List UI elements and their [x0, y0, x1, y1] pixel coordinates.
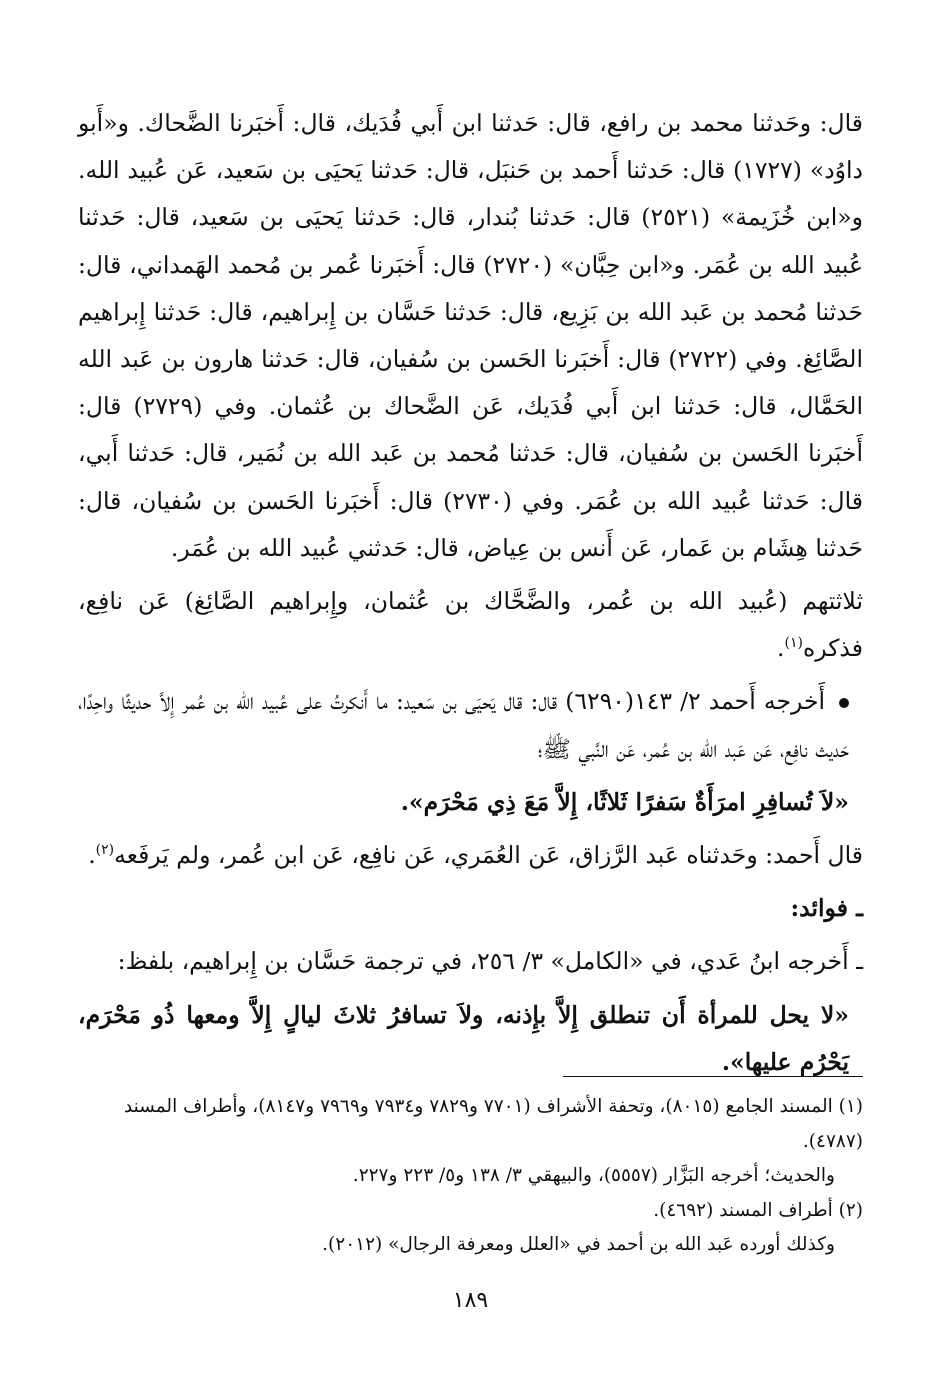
footnote-ref-2[interactable]: (٢): [95, 842, 115, 859]
summary-end: .: [777, 634, 785, 663]
ahmad-end: .: [88, 841, 96, 870]
footnote-divider: [563, 1076, 863, 1077]
benefits-heading: ـ فوائد:: [790, 894, 863, 923]
hadith-quote-paragraph: [78, 779, 863, 826]
hadith-intro: أَخرجه أَحمد ٢/ ١٤٣(٦٢٩٠) قال: قال يَحيَى بن سَعيد: ما أَنكرتُ على عُبيد الله بن عُمر إِلاَّ حديثًا واحِدًا، حَديث نافِع، عَن عَبد الله بن عُمر، عَن النَّبي ﷺ؛: [78, 687, 849, 763]
hadith-paragraph: [78, 678, 863, 772]
ahmad-text: قال أَحمد: وحَدثناه عَبد الرَّزاق، عَن العُمَري، عَن نافِع، عَن ابن عُمر، ولم يَرفَعه: [114, 841, 863, 870]
footnote-2-continuation: وكذلك أورده عَبد الله بن أحمد في «العلل ومعرفة الرجال» (٢٠١٢).: [322, 1234, 835, 1255]
benefits-quote: «لا يحل للمرأة أَن تنطلق إِلاَّ بإِذنه، ولاَ تسافرُ ثلاثَ ليالٍ إِلاَّ ومعها ذُو مَحْرَم، يَحْرُم عليها».: [78, 1000, 849, 1076]
footnote-2: (٢) أطراف المسند (٤٦٩٢).: [653, 1199, 863, 1221]
summary-paragraph: [78, 578, 863, 672]
summary-text: ثلاثتهم (عُبيد الله بن عُمر، والضَّحَّاك بن عُثمان، وإِبراهيم الصَّائِغ) عَن نافِع، فذكره: [78, 587, 863, 663]
footnote-1: (١) المسند الجامع (٨٠١٥)، وتحفة الأشراف (٧٧٠١ و٧٨٢٩ و٧٩٣٤ و٧٩٦٩ و٨١٤٧)، وأطراف المسند (٤٧٨٧).: [123, 1096, 863, 1152]
benefits-quote-paragraph: [78, 992, 863, 1086]
footnote-ref-1[interactable]: (١): [784, 635, 803, 652]
benefits-paragraph: ـ أَخرجه ابنُ عَدي، في «الكامل» ٣/ ٢٥٦، في ترجمة حَسَّان بن إِبراهيم، بلفظ:: [117, 947, 863, 976]
footnote-1-continuation: والحديث؛ أخرجه البَزَّار (٥٥٥٧)، والبيهقي ٣/ ١٣٨ و٥/ ٢٢٣ و٢٢٧.: [352, 1165, 835, 1186]
page-number: ١٨٩: [452, 1288, 489, 1313]
ahmad-paragraph: [78, 832, 863, 879]
isnad-paragraph: قال: وحَدثنا محمد بن رافع، قال: حَدثنا ابن أَبي فُدَيك، قال: أَخبَرنا الضَّحاك. و«أَبو داوُد» (١٧٢٧) قال: حَدثنا أَحمد بن حَنبَل، قال: حَدثنا يَحيَى بن سَعيد، عَن عُبيد الله. و«ابن خُزَيمة» (٢٥٢١) قال: حَدثنا بُندار، قال: حَدثنا يَحيَى بن سَعيد، قال: حَدثنا عُبيد الله بن عُمَر. و«ابن حِبَّان» (٢٧٢٠) قال: أَخبَرنا عُمر بن مُحمد الهَمداني، قال: حَدثنا مُحمد بن عَبد الله بن بَزِيع، قال: حَدثنا حَسَّان بن إِبراهيم، قال: حَدثنا إِبراهيم الصَّائِغ. وفي (٢٧٢٢) قال: أَخبَرنا الحَسن بن سُفيان، قال: حَدثنا هارون بن عَبد الله الحَمَّال، قال: حَدثنا ابن أَبي فُدَيك، عَن الضَّحاك بن عُثمان. وفي (٢٧٢٩) قال: أَخبَرنا الحَسن بن سُفيان، قال: حَدثنا مُحمد بن عَبد الله بن نُمَير، قال: حَدثنا أَبي، قال: حَدثنا عُبيد الله بن عُمَر. وفي (٢٧٣٠) قال: أَخبَرنا الحَسن بن سُفيان، قال: حَدثنا هِشَام بن عَمار، عَن أَنس بن عِياض، قال: حَدثني عُبيد الله بن عُمَر.: [78, 109, 863, 562]
main-text: [78, 100, 863, 1086]
footnotes: [70, 1090, 863, 1263]
bullet-icon: [839, 698, 849, 708]
hadith-quote: «لاَ تُسافِرِ امرَأَةٌ سَفرًا ثَلاثًا، إِلاَّ مَعَ ذِي مَحْرَم».: [400, 787, 849, 816]
